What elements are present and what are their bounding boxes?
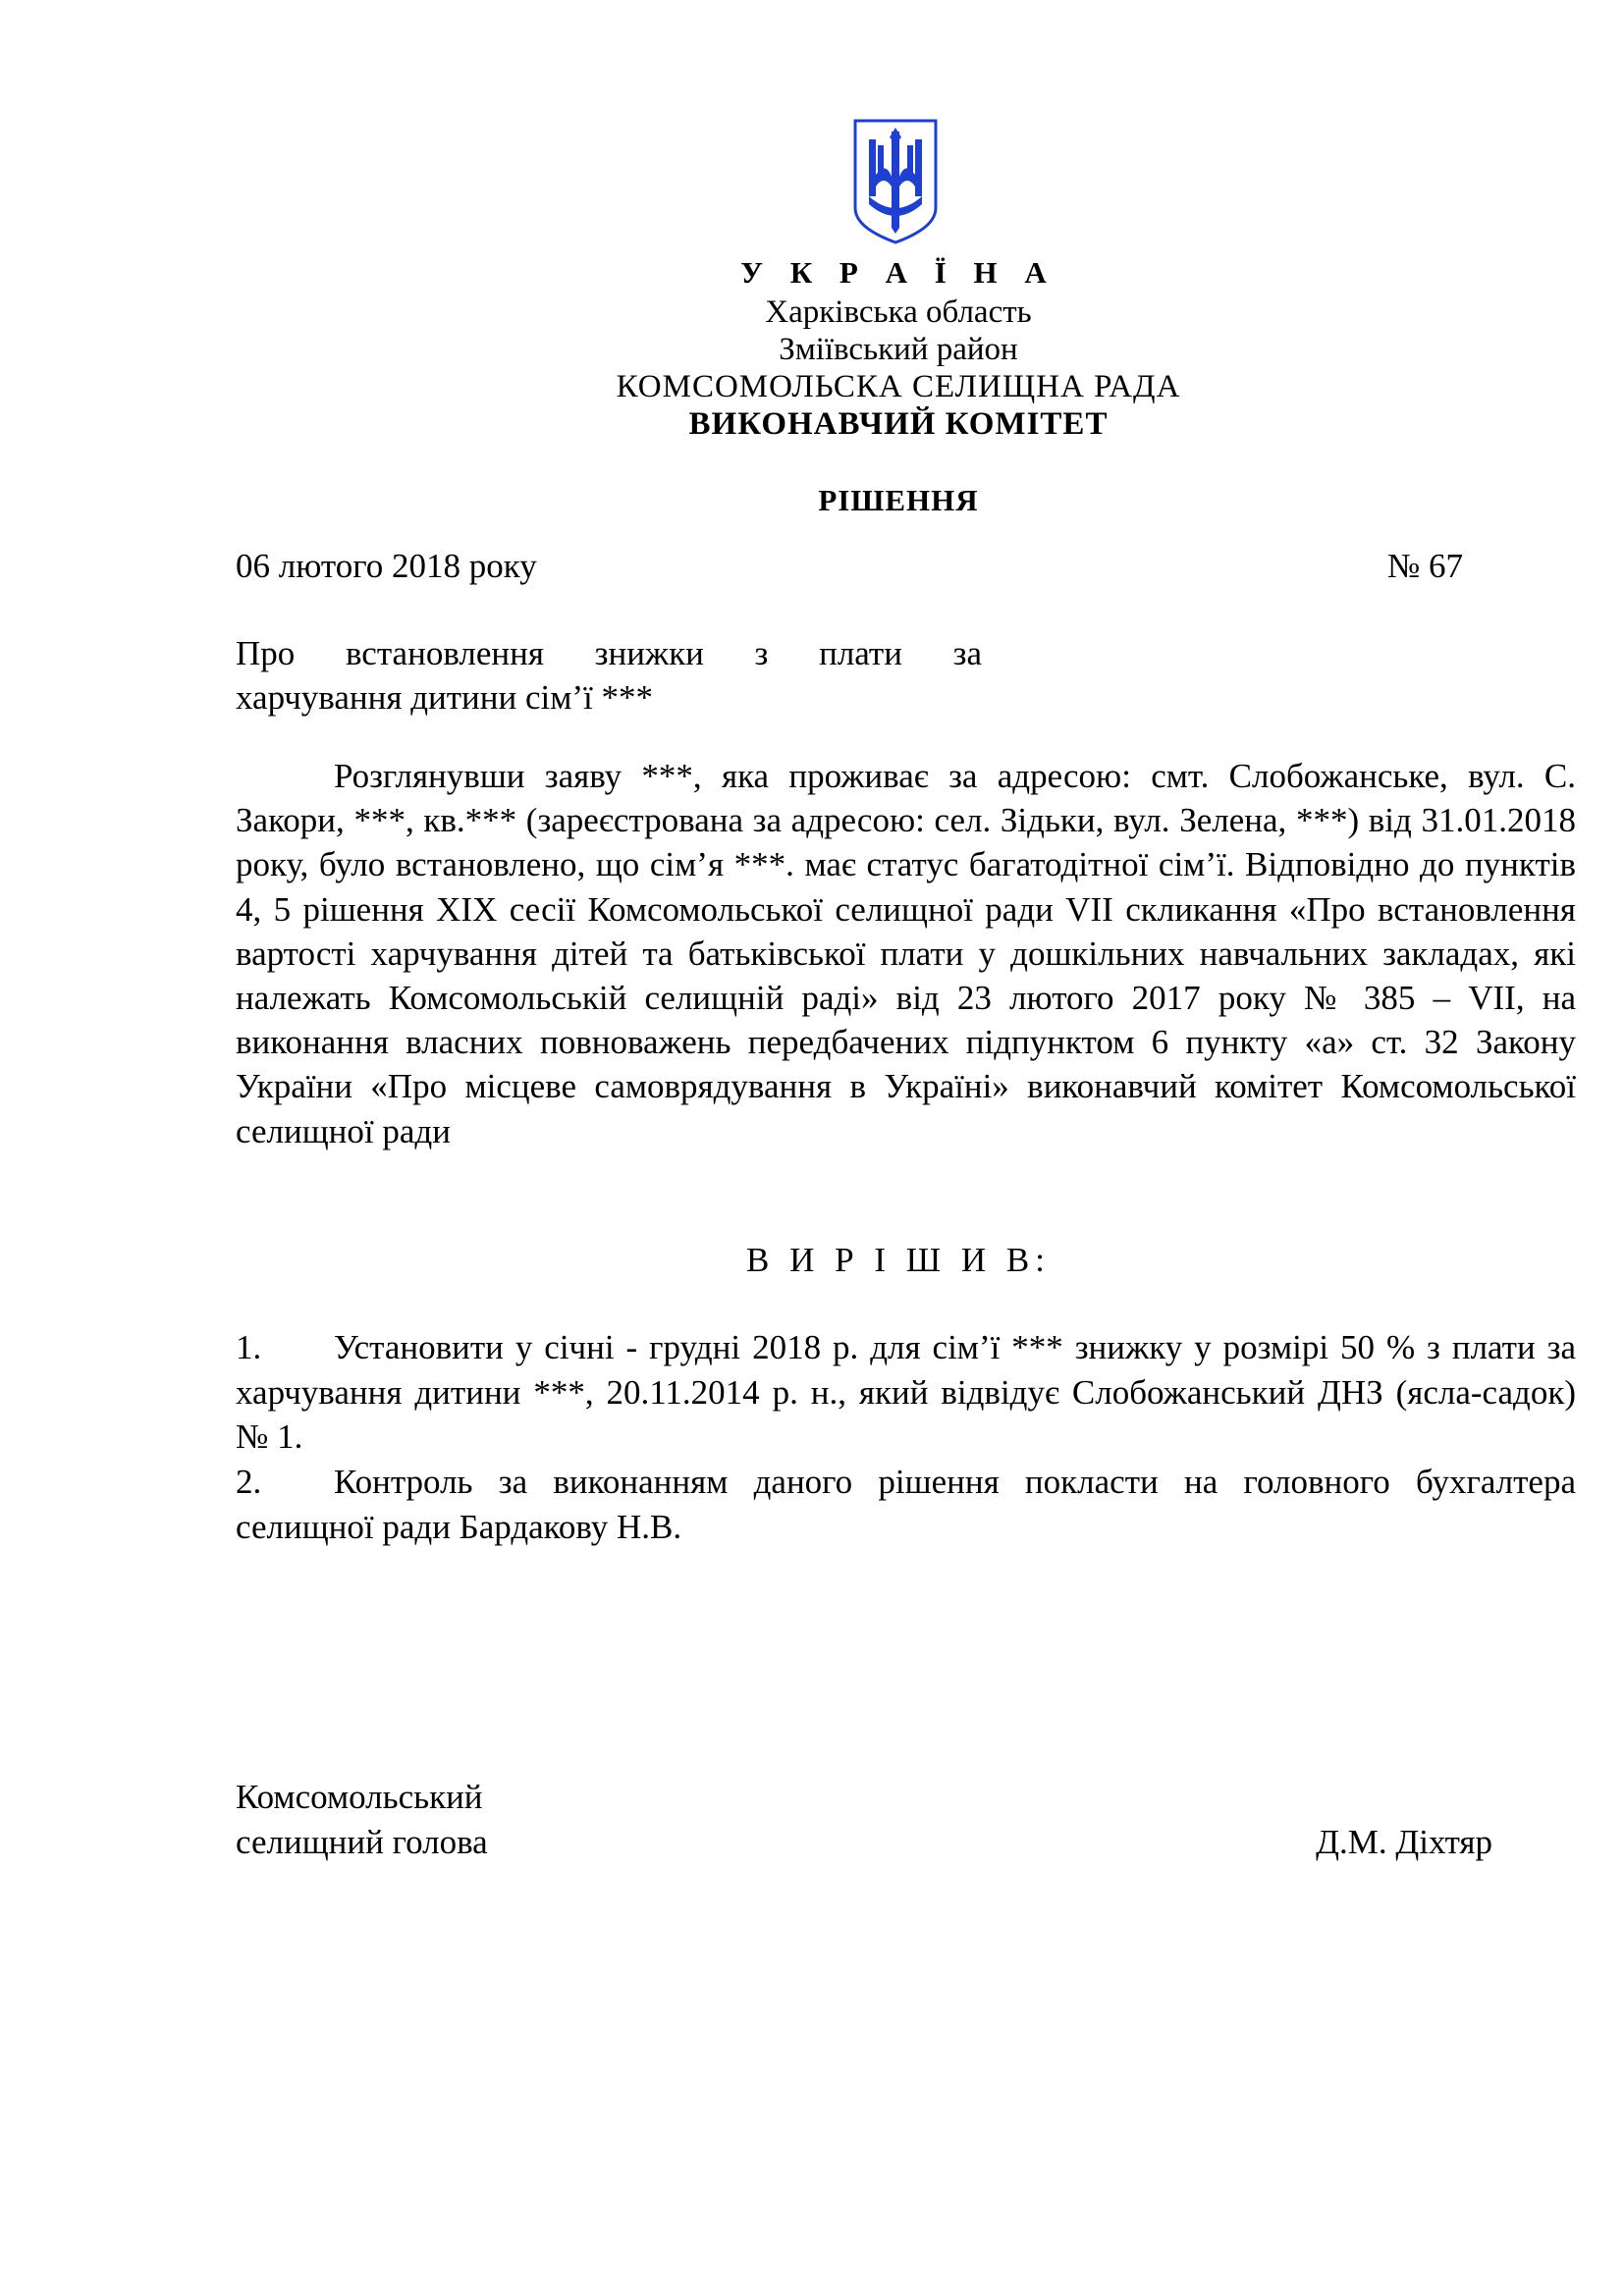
resolution-item bbox=[236, 1325, 1576, 1460]
item-number: 2. bbox=[236, 1463, 262, 1501]
district-heading: Зміївський район bbox=[779, 332, 1018, 367]
resolve-heading: В И Р І Ш И В: bbox=[746, 1241, 1051, 1279]
region-heading: Харківська область bbox=[765, 294, 1032, 330]
subject-line-1: Про встановлення знижки з плати за bbox=[236, 634, 982, 672]
country-heading: У К Р А Ї Н А bbox=[740, 255, 1056, 290]
subject-line-2: харчування дитини сім’ї *** bbox=[236, 678, 654, 717]
dateline bbox=[236, 545, 1463, 588]
committee-heading: ВИКОНАВЧИЙ КОМІТЕТ bbox=[688, 406, 1109, 442]
item-text: Контроль за виконанням даного рішення покласти на головного бухгалтера селищної ради Бардакову Н.В. bbox=[236, 1463, 1576, 1546]
preamble-paragraph: Розглянувши заяву ***, яка проживає за адресою: смт. Слобожанське, вул. С. Закори, ***, кв.*** (зареєстрована за адресою: сел. Зідьки, вул. Зелена, ***) від 31.01.2018 року, було встановлено, що сім’я ***. має статус багатодітної сім’ї. Відповідно до пунктів 4, 5 рішення XIX сесії Комсомольської селищної ради VII скликання «Про встановлення вартості харчування дітей та батьківської плати у дошкільних навчальних закладах, які належать Комсомольській селищній раді» від 23 лютого 2017 року № 385 – VII, на виконання власних повноважень передбачених підпунктом 6 пункту «а» ст. 32 Закону України «Про місцеве самоврядування в Україні» виконавчий комітет Комсомольської селищної ради bbox=[236, 757, 1576, 1150]
signatory-title-line-1: Комсомольський bbox=[236, 1778, 483, 1816]
council-heading: КОМСОМОЛЬСКА СЕЛИЩНА РАДА bbox=[616, 369, 1181, 404]
decision-number: № 67 bbox=[1386, 547, 1463, 585]
signatory-title bbox=[236, 1775, 488, 1865]
item-text: Установити у січні - грудні 2018 р. для сім’ї *** знижку у розмірі 50 % з плати за харчування дитини ***, 20.11.2014 р. н., який відвідує Слобожанський ДНЗ (ясла-садок) № 1. bbox=[236, 1328, 1576, 1456]
signatory-title-line-2: селищний голова bbox=[236, 1823, 488, 1861]
coat-of-arms-icon bbox=[852, 118, 939, 245]
item-number: 1. bbox=[236, 1328, 262, 1366]
resolution-item bbox=[236, 1460, 1576, 1549]
signatory-name: Д.М. Діхтяр bbox=[1316, 1823, 1492, 1861]
decision-date: 06 лютого 2018 року bbox=[236, 547, 537, 585]
decision-title: РІШЕННЯ bbox=[818, 483, 979, 517]
decision-subject bbox=[236, 631, 982, 720]
